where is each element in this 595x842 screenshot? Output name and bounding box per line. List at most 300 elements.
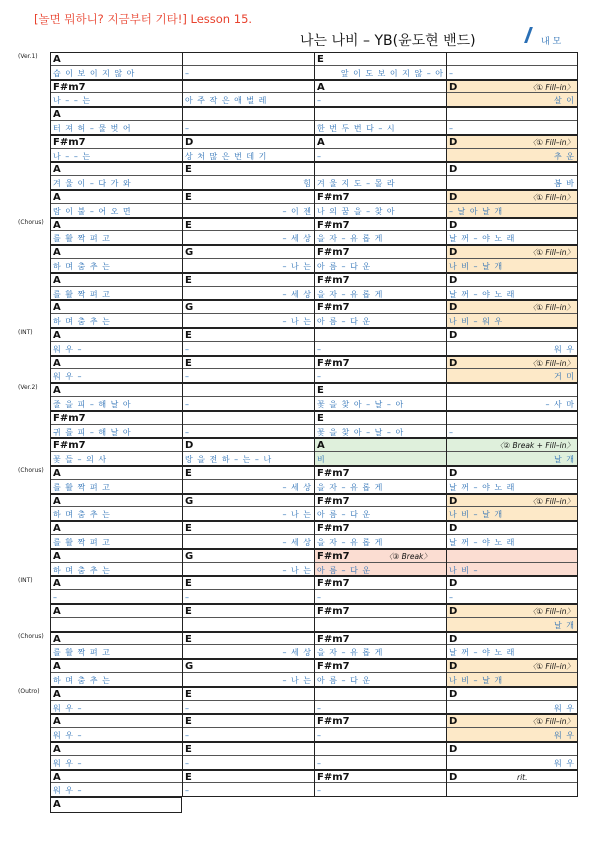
lyric-line [315,259,446,273]
section-label: (Ver.1) [18,53,38,60]
lyric-text: – 세 상 [282,648,312,658]
lyric-line [447,231,577,245]
lyric-line [183,176,314,190]
performance-note: 〈① Fill–in〉 [528,82,574,92]
lyric-text: 워 우 [554,703,575,713]
lyric-line [51,259,182,273]
chord-symbol: F#m7 [53,81,86,93]
measure [314,383,446,411]
chord-symbol: A [53,247,61,259]
measure [182,411,314,439]
lyric-text: 을 자 – 유 롭 게 [317,289,384,299]
chord-line [183,52,314,66]
chord-symbol: F#m7 [317,302,350,314]
chord-line [51,521,182,535]
measure [50,135,182,163]
chord-line [315,632,446,646]
lyric-line [183,231,314,245]
lyric-text: 한 번 두 번 다 – 시 [317,123,396,133]
lyric-text: 살 이 [554,96,575,106]
lyric-text: 워 우 – [53,703,83,713]
measure [314,438,446,466]
lyric-text: 날 꺼 – 야 노 래 [449,289,516,299]
song-row [50,356,578,384]
lyric-line [315,121,446,135]
chord-line [183,742,314,756]
chord-line [183,328,314,342]
lyric-line [447,701,577,715]
measure [314,521,446,549]
measure [314,466,446,494]
chord-symbol: D [449,661,458,673]
song-row [50,714,578,742]
lyric-text: 나 비 – 날 개 [449,261,504,271]
measure [50,438,182,466]
chord-symbol: E [185,771,192,783]
chord-line [315,356,446,370]
lyric-line [447,728,577,742]
lyric-text: 거 미 [554,372,575,382]
chord-symbol: F#m7 [317,578,350,590]
chord-symbol: F#m7 [317,550,350,562]
chord-symbol: F#m7 [317,219,350,231]
song-row [50,300,578,328]
lyric-line [183,535,314,549]
lyric-text: 나 비 – 워 우 [449,317,504,327]
lyric-text: – 날 아 날 개 [449,206,504,216]
lyric-text: 아 름 – 다 운 [317,261,372,271]
chord-line [51,687,182,701]
chord-line [315,411,446,425]
lyric-text: 나 비 – 날 개 [449,510,504,520]
measure [182,659,314,687]
measure [182,300,314,328]
chord-line [315,549,446,563]
lyric-line [447,452,577,466]
lyric-text: – [185,786,190,796]
chord-line [51,218,182,232]
lyric-line [51,314,182,328]
chord-line [51,52,182,66]
chord-symbol: F#m7 [53,412,86,424]
chord-line [447,466,577,480]
chord-line [447,80,577,94]
measure [314,162,446,190]
lyric-line [51,618,182,632]
measure [446,466,578,494]
lyric-text: 날 꺼 – 야 노 래 [449,648,516,658]
lyric-line [315,425,446,439]
lyric-text: 나 비 – [449,565,479,575]
lyric-text: 날 꺼 – 야 노 래 [449,482,516,492]
measure [50,273,182,301]
measure [50,770,182,798]
lyric-text: – [185,731,190,741]
chord-symbol: E [317,385,324,397]
lyric-text: 를 활 짝 펴 고 [53,537,111,547]
measure [446,770,578,798]
chord-symbol: D [449,744,458,755]
chord-symbol: F#m7 [317,606,350,617]
song-title: 나는 나비 – YB(윤도현 밴드) [300,33,476,49]
section-label: (INT) [18,329,33,336]
measure [182,494,314,522]
measure [446,52,578,80]
measure [50,466,182,494]
lyric-line [51,121,182,135]
chord-line [447,494,577,508]
lyric-text: – [185,344,190,354]
lyric-line [315,535,446,549]
lyric-text: 나 의 꿈 을 – 찾 아 [317,206,396,216]
measure [182,190,314,218]
chord-line [447,521,577,535]
lyric-line [183,618,314,632]
chord-symbol: G [185,247,194,259]
final-measure [50,797,182,813]
song-row [50,521,578,549]
lyric-text: 겨 울 지 도 – 몰 라 [317,179,396,189]
lyric-line [51,93,182,107]
lyric-line [315,176,446,190]
lyric-line [51,176,182,190]
chord-symbol: G [185,302,194,314]
chord-line [183,632,314,646]
measure [446,107,578,135]
lyric-line [315,314,446,328]
lyric-line [447,149,577,163]
lyric-text: 날 꺼 – 야 노 래 [449,234,516,244]
lyric-text: – [317,344,322,354]
chord-line [51,107,182,121]
chord-symbol: D [449,578,458,590]
lyric-text: 귀 를 피 – 해 날 아 [53,427,132,437]
chord-line [183,411,314,425]
measure [50,604,182,632]
song-row [50,190,578,218]
lyric-line [315,701,446,715]
lyric-line [315,93,446,107]
measure [446,714,578,742]
chord-line [447,383,577,397]
chord-line [315,218,446,232]
measure [314,411,446,439]
lyric-line [51,287,182,301]
chord-symbol: D [449,688,458,700]
chord-line [51,604,182,618]
measure [314,273,446,301]
lyric-line [51,397,182,411]
lyric-text: 하 며 춤 추 는 [53,675,111,685]
measure [50,687,182,715]
chord-symbol: D [449,633,458,645]
section-label: (INT) [18,577,33,585]
chord-line [315,714,446,728]
chord-line [51,273,182,287]
measure [314,135,446,163]
chord-symbol: A [53,330,61,341]
chord-line [447,632,577,646]
lyric-line [447,756,577,770]
measure [314,659,446,687]
lyric-text: – 세 상 [282,234,312,244]
lyric-text: 꽃 을 찾 아 – 날 – 아 [317,427,405,437]
measure [50,80,182,108]
chord-line [315,770,446,784]
lyric-line [51,645,182,659]
song-row [50,438,578,466]
lyric-text: 를 활 짝 펴 고 [53,648,111,658]
measure [314,328,446,356]
chord-line [183,162,314,176]
lyric-text: – [317,786,322,796]
chord-line [51,300,182,314]
lyric-text: 하 며 춤 추 는 [53,565,111,575]
section-label: (Chorus) [18,467,44,474]
measure [182,80,314,108]
chord-line [51,742,182,756]
chord-line [315,107,446,121]
chord-line [447,245,577,259]
chord-line [447,742,577,756]
chord-line [447,714,577,728]
measure [446,411,578,439]
lyric-text: 상 처 많 은 번 데 기 [185,151,268,161]
song-row [50,494,578,522]
chord-symbol: D [449,523,458,535]
lyric-line [447,590,577,604]
lyric-text: – 사 마 [545,399,575,409]
chord-line [51,576,182,590]
chord-symbol: D [185,136,194,148]
lyric-line [315,287,446,301]
chord-line [183,549,314,563]
lyric-line [51,535,182,549]
chord-symbol: A [53,468,61,479]
chord-symbol: D [449,192,458,203]
lyric-line [183,369,314,383]
lyric-text: – 이 젠 [282,206,312,216]
lyric-text: – 세 상 [282,537,312,547]
lyric-text: – 세 상 [282,482,312,492]
song-row [18,383,578,411]
lyric-line [447,66,577,80]
chord-symbol: D [449,136,458,148]
chord-line [315,659,446,673]
performance-note: 〈① Fill–in〉 [528,193,574,202]
lyric-text: – [317,731,322,741]
measure [314,190,446,218]
measure [314,549,446,577]
song-row [50,245,578,273]
lyric-line [51,563,182,577]
chord-symbol: F#m7 [317,523,350,535]
measure [314,300,446,328]
chord-symbol: A [53,688,61,700]
chord-line [315,494,446,508]
lyric-text: 워 우 – [53,372,83,382]
lyric-text: 워 우 – [53,758,83,768]
chord-symbol: F#m7 [53,136,86,148]
lyric-line [315,507,446,521]
lyric-line [183,645,314,659]
chord-line [315,300,446,314]
lyric-text: 꽃 들 – 의 사 [53,455,108,465]
chord-line [51,356,182,370]
measure [50,494,182,522]
lyric-text: – [185,758,190,768]
chord-symbol: D [449,771,458,783]
chord-symbol: D [449,716,458,728]
song-row [18,632,578,660]
chord-symbol: A [53,744,61,755]
lyric-line [51,673,182,687]
lyric-line [183,673,314,687]
measure [446,300,578,328]
lyric-line [183,728,314,742]
song-row [50,659,578,687]
chord-line [183,604,314,618]
chord-symbol: D [449,468,458,479]
lyric-line [51,728,182,742]
chord-symbol: G [185,661,194,673]
measure [314,245,446,273]
measure [182,770,314,798]
chord-line [183,245,314,259]
measure [446,742,578,770]
chord-line [51,466,182,480]
chord-line [315,80,446,94]
measure [50,356,182,384]
chord-symbol: E [185,744,192,755]
lyric-line [315,231,446,245]
chord-line [447,604,577,618]
song-row [50,135,578,163]
chord-line [447,356,577,370]
chord-symbol: E [185,606,192,617]
lyric-text: 를 활 짝 펴 고 [53,482,111,492]
chord-symbol: F#m7 [317,495,350,507]
chord-line [51,659,182,673]
song-row [18,218,578,246]
lyric-text: 아 름 – 다 운 [317,510,372,520]
section-label: (Chorus) [18,632,44,640]
measure [182,576,314,604]
measure [314,356,446,384]
lyric-line [51,480,182,494]
chord-symbol: A [53,495,61,507]
lyric-text: 나 – – 는 [53,96,92,106]
chord-line [447,411,577,425]
lyric-text: 을 자 – 유 롭 게 [317,234,384,244]
measure [182,218,314,246]
lyric-line [447,535,577,549]
lyric-text: – [317,151,322,161]
measure [182,383,314,411]
lyric-line [315,204,446,218]
chord-line [447,135,577,149]
measure [314,687,446,715]
lyric-line [447,121,577,135]
chord-line [315,466,446,480]
measure [314,218,446,246]
lyric-line [183,314,314,328]
measure [314,770,446,798]
chord-symbol: D [449,219,458,231]
lyric-text: 람 이 불 – 어 오 면 [53,206,132,216]
lyric-line [315,397,446,411]
chord-symbol: F#m7 [317,633,350,645]
measure [182,245,314,273]
chord-line [183,714,314,728]
chord-symbol: E [185,523,192,535]
lyric-text: 봄 바 [554,179,575,189]
lyric-line [183,425,314,439]
lyric-text: 힘 [303,179,312,189]
chord-line [183,770,314,784]
measure [314,80,446,108]
measure [446,494,578,522]
chord-line [447,687,577,701]
measure [446,328,578,356]
chord-line [315,742,446,756]
lyric-line [447,259,577,273]
measure [314,494,446,522]
chord-line [183,107,314,121]
measure [50,659,182,687]
lyric-text: 하 며 춤 추 는 [53,510,111,520]
chord-symbol: E [317,54,324,65]
lyric-text: – [185,703,190,713]
lyric-text: – [53,593,58,603]
chord-line [183,521,314,535]
chord-symbol: A [53,274,61,286]
measure [182,273,314,301]
lyric-line [447,342,577,356]
lyric-line [51,783,182,797]
chord-symbol: D [449,606,458,617]
measure [314,604,446,632]
lyric-text: – [449,68,454,78]
song-row [18,576,578,604]
lyric-text: – 나 는 [282,565,312,575]
chord-line [447,107,577,121]
lyric-line [183,452,314,466]
chord-line [183,135,314,149]
chord-symbol: D [449,330,458,341]
lyric-line [315,480,446,494]
performance-note: 〈② Break + Fill–in〉 [495,441,574,451]
lyric-text: – [449,123,454,133]
lyric-text: 아 주 작 은 애 벌 레 [185,96,268,106]
chord-line [447,438,577,452]
chord-symbol: F#m7 [317,357,350,369]
chord-symbol: A [53,550,61,562]
chord-symbol: D [185,440,194,452]
chord-line [183,190,314,204]
lyric-line [51,701,182,715]
measure [446,659,578,687]
chord-line [315,52,446,66]
song-row [50,770,578,798]
lyric-line [447,93,577,107]
measure [182,521,314,549]
lyric-line [183,287,314,301]
lyric-line [183,701,314,715]
measure [314,52,446,80]
measure [50,162,182,190]
measure [446,687,578,715]
